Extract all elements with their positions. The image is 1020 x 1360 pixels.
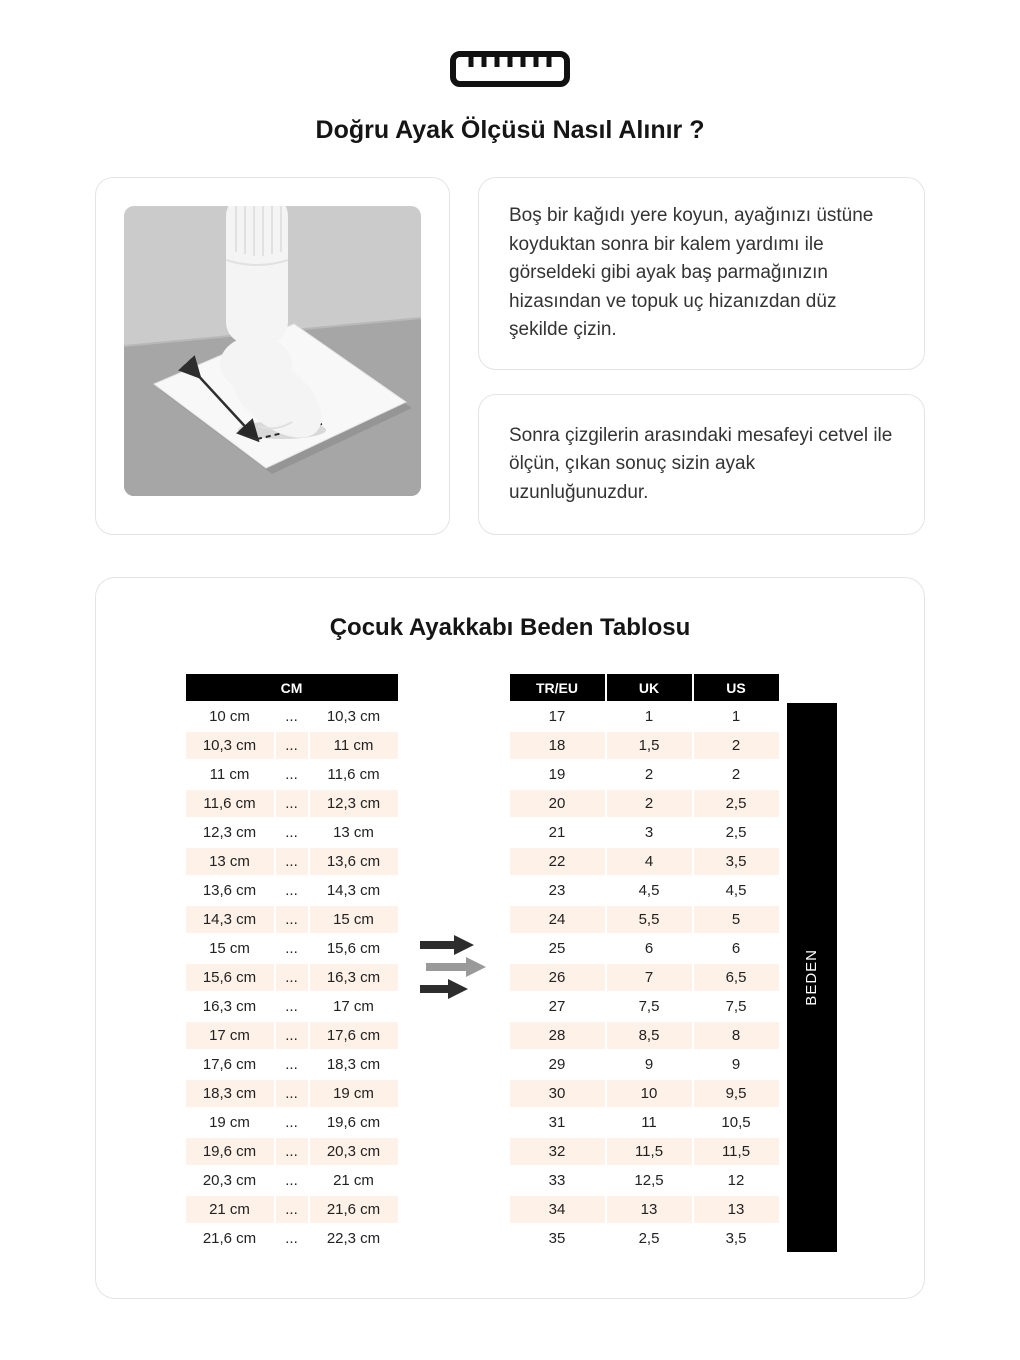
range-separator-cell: ...: [276, 993, 308, 1020]
cm-to-cell: 14,3 cm: [310, 877, 398, 904]
intl-table-row: [510, 935, 779, 962]
cm-from-cell: 19 cm: [186, 1109, 274, 1136]
us-header: US: [694, 674, 779, 701]
range-separator-cell: ...: [276, 703, 308, 730]
cm-from-cell: 20,3 cm: [186, 1167, 274, 1194]
intl-table-row: [510, 964, 779, 991]
us-cell: 6,5: [694, 964, 779, 991]
range-separator-cell: ...: [276, 1225, 308, 1252]
cm-table-row: [186, 1022, 398, 1049]
us-cell: 2,5: [694, 819, 779, 846]
uk-cell: 4,5: [607, 877, 692, 904]
cm-from-cell: 13 cm: [186, 848, 274, 875]
eu-cell: 30: [510, 1080, 605, 1107]
us-cell: 9: [694, 1051, 779, 1078]
intl-table-row: [510, 1022, 779, 1049]
cm-from-cell: 15 cm: [186, 935, 274, 962]
cm-to-cell: 19,6 cm: [310, 1109, 398, 1136]
uk-cell: 7,5: [607, 993, 692, 1020]
cm-to-cell: 21,6 cm: [310, 1196, 398, 1223]
range-separator-cell: ...: [276, 1109, 308, 1136]
cm-to-cell: 16,3 cm: [310, 964, 398, 991]
uk-cell: 1,5: [607, 732, 692, 759]
uk-cell: 4: [607, 848, 692, 875]
cm-to-cell: 11,6 cm: [310, 761, 398, 788]
cm-from-cell: 21 cm: [186, 1196, 274, 1223]
us-cell: 12: [694, 1167, 779, 1194]
cm-from-cell: 16,3 cm: [186, 993, 274, 1020]
uk-cell: 9: [607, 1051, 692, 1078]
cm-table-row: [186, 1051, 398, 1078]
eu-cell: 23: [510, 877, 605, 904]
intl-table-row: [510, 819, 779, 846]
intl-table-row: [510, 1167, 779, 1194]
cm-header: CM: [186, 674, 398, 701]
intl-table-row: [510, 790, 779, 817]
eu-cell: 18: [510, 732, 605, 759]
cm-to-cell: 13,6 cm: [310, 848, 398, 875]
eu-cell: 17: [510, 703, 605, 730]
intl-table-row: [510, 1051, 779, 1078]
cm-from-cell: 18,3 cm: [186, 1080, 274, 1107]
us-cell: 13: [694, 1196, 779, 1223]
us-cell: 10,5: [694, 1109, 779, 1136]
beden-side-bar: [787, 703, 837, 1252]
uk-cell: 7: [607, 964, 692, 991]
range-separator-cell: ...: [276, 819, 308, 846]
intl-table-row: [510, 1138, 779, 1165]
beden-side-label: BEDEN: [803, 949, 820, 1006]
intl-table-row: [510, 993, 779, 1020]
eu-cell: 25: [510, 935, 605, 962]
uk-cell: 10: [607, 1080, 692, 1107]
us-cell: 2: [694, 732, 779, 759]
cm-table-row: [186, 1196, 398, 1223]
uk-cell: 12,5: [607, 1167, 692, 1194]
us-cell: 2: [694, 761, 779, 788]
instruction-section: [0, 177, 1020, 535]
range-separator-cell: ...: [276, 1022, 308, 1049]
size-tables: [96, 672, 924, 1254]
cm-table-row: [186, 848, 398, 875]
uk-header: UK: [607, 674, 692, 701]
cm-to-cell: 20,3 cm: [310, 1138, 398, 1165]
cm-to-cell: 13 cm: [310, 819, 398, 846]
size-table-card: [95, 577, 925, 1299]
cm-table-row: [186, 819, 398, 846]
eu-cell: 26: [510, 964, 605, 991]
intl-table-row: [510, 761, 779, 788]
cm-from-cell: 10,3 cm: [186, 732, 274, 759]
range-separator-cell: ...: [276, 906, 308, 933]
cm-table-row: [186, 1109, 398, 1136]
cm-table-row: [186, 1167, 398, 1194]
us-cell: 1: [694, 703, 779, 730]
eu-cell: 20: [510, 790, 605, 817]
cm-to-cell: 10,3 cm: [310, 703, 398, 730]
cm-from-cell: 14,3 cm: [186, 906, 274, 933]
intl-table-row: [510, 1080, 779, 1107]
uk-cell: 1: [607, 703, 692, 730]
intl-table-row: [510, 877, 779, 904]
us-cell: 5: [694, 906, 779, 933]
range-separator-cell: ...: [276, 964, 308, 991]
cm-table-row: [186, 790, 398, 817]
range-separator-cell: ...: [276, 1167, 308, 1194]
cm-from-cell: 21,6 cm: [186, 1225, 274, 1252]
size-table-title: Çocuk Ayakkabı Beden Tablosu: [329, 614, 691, 641]
cm-table-row: [186, 732, 398, 759]
cm-table-row: [186, 1080, 398, 1107]
us-cell: 4,5: [694, 877, 779, 904]
intl-table-row: [510, 703, 779, 730]
range-separator-cell: ...: [276, 877, 308, 904]
range-separator-cell: ...: [276, 1196, 308, 1223]
us-cell: 7,5: [694, 993, 779, 1020]
eu-cell: 28: [510, 1022, 605, 1049]
intl-table-row: [510, 1225, 779, 1252]
cm-from-cell: 13,6 cm: [186, 877, 274, 904]
us-cell: 9,5: [694, 1080, 779, 1107]
cm-from-cell: 12,3 cm: [186, 819, 274, 846]
instruction-cards: [478, 177, 925, 535]
uk-cell: 3: [607, 819, 692, 846]
cm-from-cell: 11,6 cm: [186, 790, 274, 817]
cm-to-cell: 11 cm: [310, 732, 398, 759]
range-separator-cell: ...: [276, 1080, 308, 1107]
cm-to-cell: 17,6 cm: [310, 1022, 398, 1049]
cm-from-cell: 17,6 cm: [186, 1051, 274, 1078]
eu-cell: 19: [510, 761, 605, 788]
eu-cell: 32: [510, 1138, 605, 1165]
eu-cell: 21: [510, 819, 605, 846]
eu-cell: 22: [510, 848, 605, 875]
double-right-arrows-icon: [414, 934, 494, 1000]
cm-to-cell: 17 cm: [310, 993, 398, 1020]
uk-cell: 6: [607, 935, 692, 962]
uk-cell: 11: [607, 1109, 692, 1136]
range-separator-cell: ...: [276, 732, 308, 759]
intl-table-row: [510, 906, 779, 933]
us-cell: 8: [694, 1022, 779, 1049]
instruction-text-2: Sonra çizgilerin arasındaki mesafeyi cetvel ile ölçün, çıkan sonuç sizin ayak uzunluğunuzdur.: [509, 424, 893, 503]
cm-table-row: [186, 703, 398, 730]
intl-table-body: [510, 703, 779, 1252]
uk-cell: 2: [607, 790, 692, 817]
cm-from-cell: 11 cm: [186, 761, 274, 788]
cm-table-row: [186, 964, 398, 991]
cm-table-row: [186, 1138, 398, 1165]
cm-table-row: [186, 1225, 398, 1252]
intl-table-row: [510, 848, 779, 875]
us-cell: 3,5: [694, 848, 779, 875]
us-cell: 3,5: [694, 1225, 779, 1252]
cm-table-row: [186, 935, 398, 962]
instruction-text-1: Boş bir kağıdı yere koyun, ayağınızı üstüne koyduktan sonra bir kalem yardımı ile görseldeki gibi ayak baş parmağınızın hizasından ve topuk uç hizanızdan düz şekilde çizin.: [509, 205, 874, 340]
cm-to-cell: 15 cm: [310, 906, 398, 933]
ruler-icon: [0, 48, 1020, 90]
uk-cell: 5,5: [607, 906, 692, 933]
eu-cell: 31: [510, 1109, 605, 1136]
uk-cell: 13: [607, 1196, 692, 1223]
instruction-card-1: [478, 177, 925, 370]
cm-table: [184, 672, 400, 1254]
cm-from-cell: 17 cm: [186, 1022, 274, 1049]
range-separator-cell: ...: [276, 790, 308, 817]
cm-to-cell: 22,3 cm: [310, 1225, 398, 1252]
cm-to-cell: 12,3 cm: [310, 790, 398, 817]
intl-size-table: [508, 672, 781, 1254]
uk-cell: 11,5: [607, 1138, 692, 1165]
cm-table-row: [186, 906, 398, 933]
cm-table-row: [186, 993, 398, 1020]
page-title: Doğru Ayak Ölçüsü Nasıl Alınır ?: [315, 116, 705, 144]
cm-from-cell: 15,6 cm: [186, 964, 274, 991]
intl-table-row: [510, 1196, 779, 1223]
eu-header: TR/EU: [510, 674, 605, 701]
foot-measure-image-card: [95, 177, 450, 535]
eu-cell: 33: [510, 1167, 605, 1194]
eu-cell: 24: [510, 906, 605, 933]
cm-table-row: [186, 761, 398, 788]
uk-cell: 2,5: [607, 1225, 692, 1252]
eu-cell: 35: [510, 1225, 605, 1252]
instruction-card-2: [478, 394, 925, 536]
cm-from-cell: 10 cm: [186, 703, 274, 730]
cm-table-row: [186, 877, 398, 904]
cm-to-cell: 15,6 cm: [310, 935, 398, 962]
uk-cell: 2: [607, 761, 692, 788]
foot-on-paper-illustration: [124, 206, 421, 496]
intl-table-row: [510, 732, 779, 759]
cm-from-cell: 19,6 cm: [186, 1138, 274, 1165]
range-separator-cell: ...: [276, 761, 308, 788]
eu-cell: 27: [510, 993, 605, 1020]
us-cell: 11,5: [694, 1138, 779, 1165]
cm-to-cell: 19 cm: [310, 1080, 398, 1107]
us-cell: 2,5: [694, 790, 779, 817]
cm-to-cell: 18,3 cm: [310, 1051, 398, 1078]
uk-cell: 8,5: [607, 1022, 692, 1049]
range-separator-cell: ...: [276, 848, 308, 875]
intl-table-row: [510, 1109, 779, 1136]
us-cell: 6: [694, 935, 779, 962]
range-separator-cell: ...: [276, 1138, 308, 1165]
cm-to-cell: 21 cm: [310, 1167, 398, 1194]
range-separator-cell: ...: [276, 935, 308, 962]
cm-table-body: [186, 703, 398, 1252]
range-separator-cell: ...: [276, 1051, 308, 1078]
eu-cell: 29: [510, 1051, 605, 1078]
eu-cell: 34: [510, 1196, 605, 1223]
